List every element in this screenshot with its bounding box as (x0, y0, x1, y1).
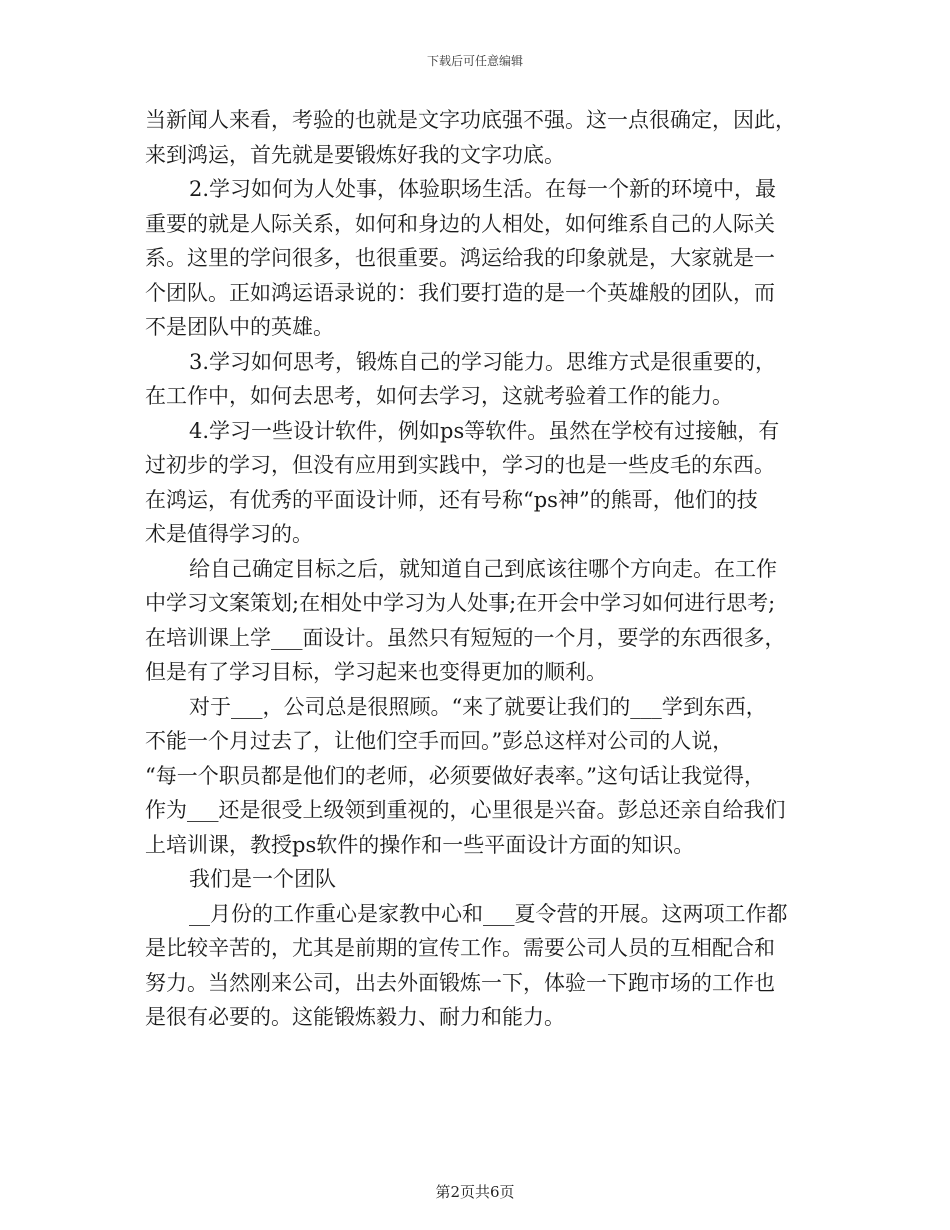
text-line: 系。这里的学问很多，也很重要。鸿运给我的印象就是，大家就是一 (145, 246, 775, 270)
text-line: 不能一个月过去了，让他们空手而回。”彭总这样对公司的人说， (145, 729, 734, 753)
text-line: 重要的就是人际关系，如何和身边的人相处，如何维系自己的人际关 (145, 211, 775, 236)
text-line: 是比较辛苦的，尤其是前期的宣传工作。需要公司人员的互相配合和 (145, 936, 775, 960)
text-line: 3.学习如何思考，锻炼自己的学习能力。思维方式是很重要的， (189, 349, 777, 374)
paragraph (145, 172, 810, 345)
text-line: 过初步的学习，但没有应用到实践中，学习的也是一些皮毛的东西。 (145, 453, 775, 477)
text-line: __月份的工作重心是家教中心和___夏令营的开展。这两项工作都 (189, 901, 788, 926)
paragraph (145, 690, 810, 863)
paragraph (145, 345, 810, 414)
page-header: 下载后可任意编辑 (426, 54, 523, 68)
text-line: 不是团队中的英雄。 (145, 315, 334, 339)
text-line: 但是有了学习目标，学习起来也变得更加的顺利。 (145, 660, 607, 684)
text-line: 当新闻人来看，考验的也就是文字功底强不强。这一点很确定，因此， (145, 108, 796, 132)
text-line: 术是值得学习的。 (145, 522, 313, 546)
text-line: 给自己确定目标之后，就知道自己到底该往哪个方向走。在工作 (189, 556, 777, 581)
text-line: 4.学习一些设计软件，例如ps等软件。虽然在学校有过接触，有 (189, 418, 780, 443)
paragraph (145, 103, 810, 172)
text-line: 作为___还是很受上级领到重视的，心里很是兴奋。彭总还亲自给我们 (145, 798, 786, 822)
text-line: “每一个职员都是他们的老师，必须要做好表率。”这句话让我觉得， (145, 763, 765, 788)
paragraph (145, 414, 810, 552)
document-body (145, 103, 810, 1035)
page-footer: 第2页共6页 (435, 1183, 515, 1201)
text-line: 上培训课，教授ps软件的操作和一些平面设计方面的知识。 (145, 832, 695, 857)
text-line: 对于___，公司总是很照顾。“来了就要让我们的___学到东西， (189, 694, 767, 719)
text-line: 在工作中，如何去思考，如何去学习，这就考验着工作的能力。 (145, 384, 733, 408)
text-line: 在鸿运，有优秀的平面设计师，还有号称“ps神”的熊哥，他们的技 (145, 487, 758, 512)
text-line: 我们是一个团队 (189, 867, 336, 891)
paragraph (145, 897, 810, 1035)
paragraph (145, 552, 810, 690)
text-line: 2.学习如何为人处事，体验职场生活。在每一个新的环境中，最 (189, 177, 777, 201)
text-line: 个团队。正如鸿运语录说的：我们要打造的是一个英雄般的团队，而 (145, 280, 775, 305)
text-line: 在培训课上学___面设计。虽然只有短短的一个月，要学的东西很多， (145, 625, 786, 650)
text-line: 是很有必要的。这能锻炼毅力、耐力和能力。 (145, 1005, 565, 1029)
text-line: 来到鸿运，首先就是要锻炼好我的文字功底。 (145, 142, 565, 167)
text-line: 中学习文案策划;在相处中学习为人处事;在开会中学习如何进行思考; (145, 591, 776, 615)
paragraph (145, 862, 810, 897)
text-line: 努力。当然刚来公司，出去外面锻炼一下，体验一下跑市场的工作也 (145, 970, 775, 995)
